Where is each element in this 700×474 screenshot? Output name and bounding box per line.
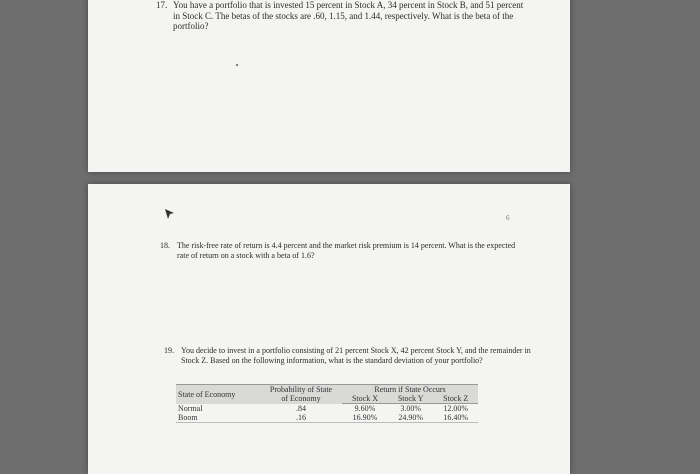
header-stock-x: Stock X — [342, 394, 388, 404]
question-19 — [164, 346, 534, 366]
header-return: Return if State Occurs — [342, 385, 478, 395]
cell-stock-x: 16.90% — [342, 413, 388, 423]
cell-stock-z: 12.00% — [443, 404, 469, 413]
economy-returns-table — [176, 384, 478, 423]
question-17 — [156, 0, 526, 32]
header-stock-z: Stock Z — [433, 394, 478, 404]
question-19-number: 19. — [164, 346, 174, 355]
cell-prob: .16 — [260, 413, 342, 423]
cell-stock-y: 24.90% — [388, 413, 433, 423]
page-marker: 6 — [506, 214, 510, 222]
question-19-text: You decide to invest in a portfolio consisting of 21 percent Stock X, 42 percent Stock Y, and the remainder in Stock Z. Based on the following information, what is the standard deviation of your portfolio? — [181, 346, 531, 365]
speck — [236, 64, 238, 66]
question-17-number: 17. — [156, 0, 168, 10]
cell-stock-z: 16.40% — [433, 413, 478, 423]
header-prob-line2: of Economy — [260, 394, 342, 404]
table-row — [176, 413, 478, 423]
cursor-icon — [164, 208, 176, 220]
header-stock-y: Stock Y — [388, 394, 433, 404]
header-prob-line1: Probability of State — [260, 385, 342, 395]
cell-state: Boom — [176, 413, 260, 423]
cell-stock-y: 3.00% — [400, 404, 422, 413]
header-state: State of Economy — [176, 385, 260, 404]
question-18-number: 18. — [160, 241, 170, 250]
table-header-row-1 — [176, 385, 478, 395]
question-18 — [160, 241, 520, 261]
cell-prob: .84 — [296, 403, 306, 413]
document-page-2 — [88, 184, 570, 474]
document-page-1 — [88, 0, 570, 172]
table-row — [176, 404, 478, 414]
cell-stock-x: 9.60% — [354, 404, 376, 413]
cell-state: Normal — [178, 403, 203, 413]
question-17-text: You have a portfolio that is invested 15 percent in Stock A, 34 percent in Stock B, and 51 percent in Stock C. The betas of the stocks are .60, 1.15, and 1.44, respectively. What is the beta of the portfolio? — [173, 0, 524, 31]
question-18-text: The risk-free rate of return is 4.4 percent and the market risk premium is 14 percent. What is the expected rate of return on a stock with a beta of 1.6? — [177, 241, 516, 260]
